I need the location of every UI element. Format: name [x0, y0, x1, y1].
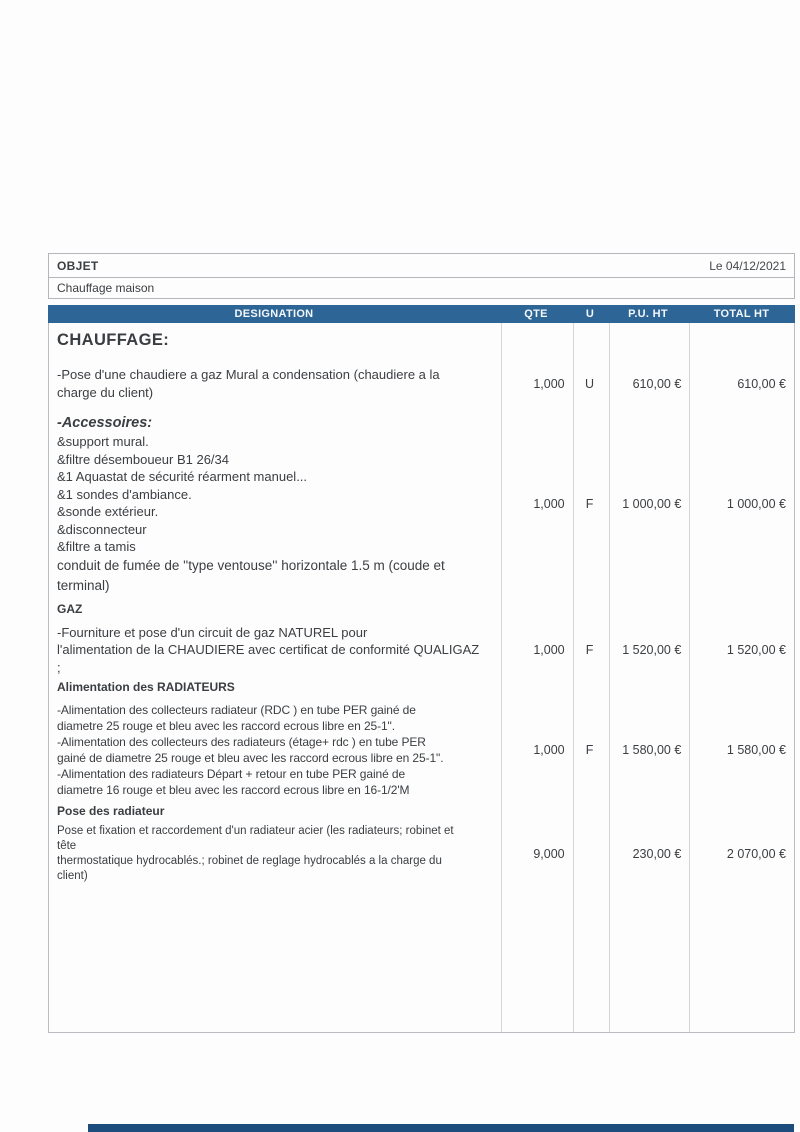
table-row-sub-pose [49, 804, 794, 818]
designation-line: &1 Aquastat de sécurité réarment manuel... [57, 469, 308, 484]
quote-subject: Chauffage maison [57, 281, 155, 295]
qty-cell: 1,000 [533, 497, 565, 512]
total-cell: 1 520,00 € [726, 642, 786, 657]
designation-line: gainé de diametre 25 rouge et bleu avec les raccord ecrous libre en 25-1". [57, 751, 444, 765]
designation-line: terminal) [57, 577, 110, 593]
col-header-pu-ht: P.U. HT [628, 308, 668, 320]
unit-cell: F [585, 497, 594, 512]
designation-line: Pose et fixation et raccordement d'un radiateur acier (les radiateurs; robinet et [57, 825, 454, 837]
bottom-page-bar [88, 1124, 794, 1132]
designation-line: thermostatique hydrocablés.; robinet de reglage hydrocablés a la charge du [57, 855, 442, 867]
table-header-bar [48, 305, 795, 323]
unit-cell [572, 824, 608, 884]
section-subheader: Pose des radiateur [57, 804, 165, 818]
designation-cell [49, 624, 500, 677]
unit-price-cell: 230,00 € [632, 847, 682, 861]
objet-label: OBJET [57, 258, 99, 273]
qty-cell: 9,000 [533, 847, 565, 861]
unit-cell: F [585, 743, 594, 757]
table-body [48, 323, 795, 1033]
col-header-u: U [585, 308, 595, 320]
table-row-item-accessoires [49, 413, 794, 596]
unit-price-cell: 1 580,00 € [622, 743, 682, 757]
designation-cell [49, 824, 500, 884]
unit-price-cell: 1 520,00 € [622, 642, 682, 657]
table-row-title-chauffage [49, 331, 794, 350]
designation-cell [49, 702, 500, 798]
table-row-sub-radiateurs [49, 680, 794, 694]
table-rows [49, 331, 794, 884]
section-subheader: GAZ [57, 601, 83, 616]
designation-cell [49, 413, 500, 596]
designation-line: &1 sondes d'ambiance. [57, 486, 192, 502]
qty-cell: 1,000 [533, 642, 565, 657]
designation-line: conduit de fumée de ''type ventouse'' horizontale 1.5 m (coude et [57, 557, 445, 573]
col-header-total-ht: TOTAL HT [713, 308, 770, 320]
designation-line: -Accessoires: [57, 415, 153, 431]
total-cell: 2 070,00 € [726, 847, 786, 861]
designation-line: -Alimentation des collecteurs radiateur (RDC ) en tube PER gainé de [57, 703, 416, 717]
total-cell: 1 580,00 € [726, 743, 786, 757]
designation-line: -Alimentation des collecteurs des radiateurs (étage+ rdc ) en tube PER [57, 735, 426, 749]
designation-line: &filtre a tamis [57, 539, 136, 554]
objet-row [49, 254, 794, 278]
designation-line: diametre 16 rouge et bleu avec les raccord ecrous libre en 16-1/2'M [57, 783, 410, 797]
section-subheader: Alimentation des RADIATEURS [57, 680, 235, 694]
designation-line: &disconnecteur [57, 521, 147, 537]
unit-price-cell: 610,00 € [632, 376, 682, 391]
quote-meta-block [48, 253, 795, 299]
col-header-qte: QTE [524, 308, 548, 320]
total-cell: 1 000,00 € [726, 497, 786, 512]
table-row-item-gaz [49, 624, 794, 677]
unit-cell: U [585, 376, 595, 391]
col-header-designation: DESIGNATION [234, 308, 314, 320]
total-cell: 610,00 € [737, 376, 786, 391]
designation-line: tête [57, 840, 77, 852]
table-row-item-pose [49, 824, 794, 884]
designation-line: -Alimentation des radiateurs Départ + retour en tube PER gainé de [57, 767, 406, 781]
qty-cell: 1,000 [533, 376, 565, 391]
quote-date: Le 04/12/2021 [709, 258, 786, 273]
designation-line: -Fourniture et pose d'un circuit de gaz NATUREL pour [57, 624, 368, 640]
designation-cell [49, 366, 500, 401]
unit-cell: F [585, 642, 594, 657]
subject-row [49, 278, 794, 299]
table-row-item-radiateurs [49, 702, 794, 798]
designation-line: ; [57, 659, 61, 675]
designation-line: &sonde extérieur. [57, 504, 159, 519]
designation-line: &support mural. [57, 434, 149, 449]
qty-cell: 1,000 [533, 743, 565, 757]
table-row-item-chaudiere [49, 366, 794, 401]
table-row-sub-gaz [49, 602, 794, 616]
designation-line: client) [57, 870, 88, 882]
designation-line: -Pose d'une chaudiere a gaz Mural a condensation (chaudiere a la [57, 367, 440, 382]
designation-line: l'alimentation de la CHAUDIERE avec certificat de conformité QUALIGAZ [57, 642, 480, 657]
quote-document [48, 253, 795, 1033]
designation-line: charge du client) [57, 384, 154, 400]
unit-price-cell: 1 000,00 € [622, 497, 682, 512]
designation-line: diametre 25 rouge et bleu avec les raccord ecrous libre en 25-1". [57, 719, 395, 733]
designation-line: &filtre désemboueur B1 26/34 [57, 451, 229, 467]
section-title: CHAUFFAGE: [57, 331, 170, 349]
